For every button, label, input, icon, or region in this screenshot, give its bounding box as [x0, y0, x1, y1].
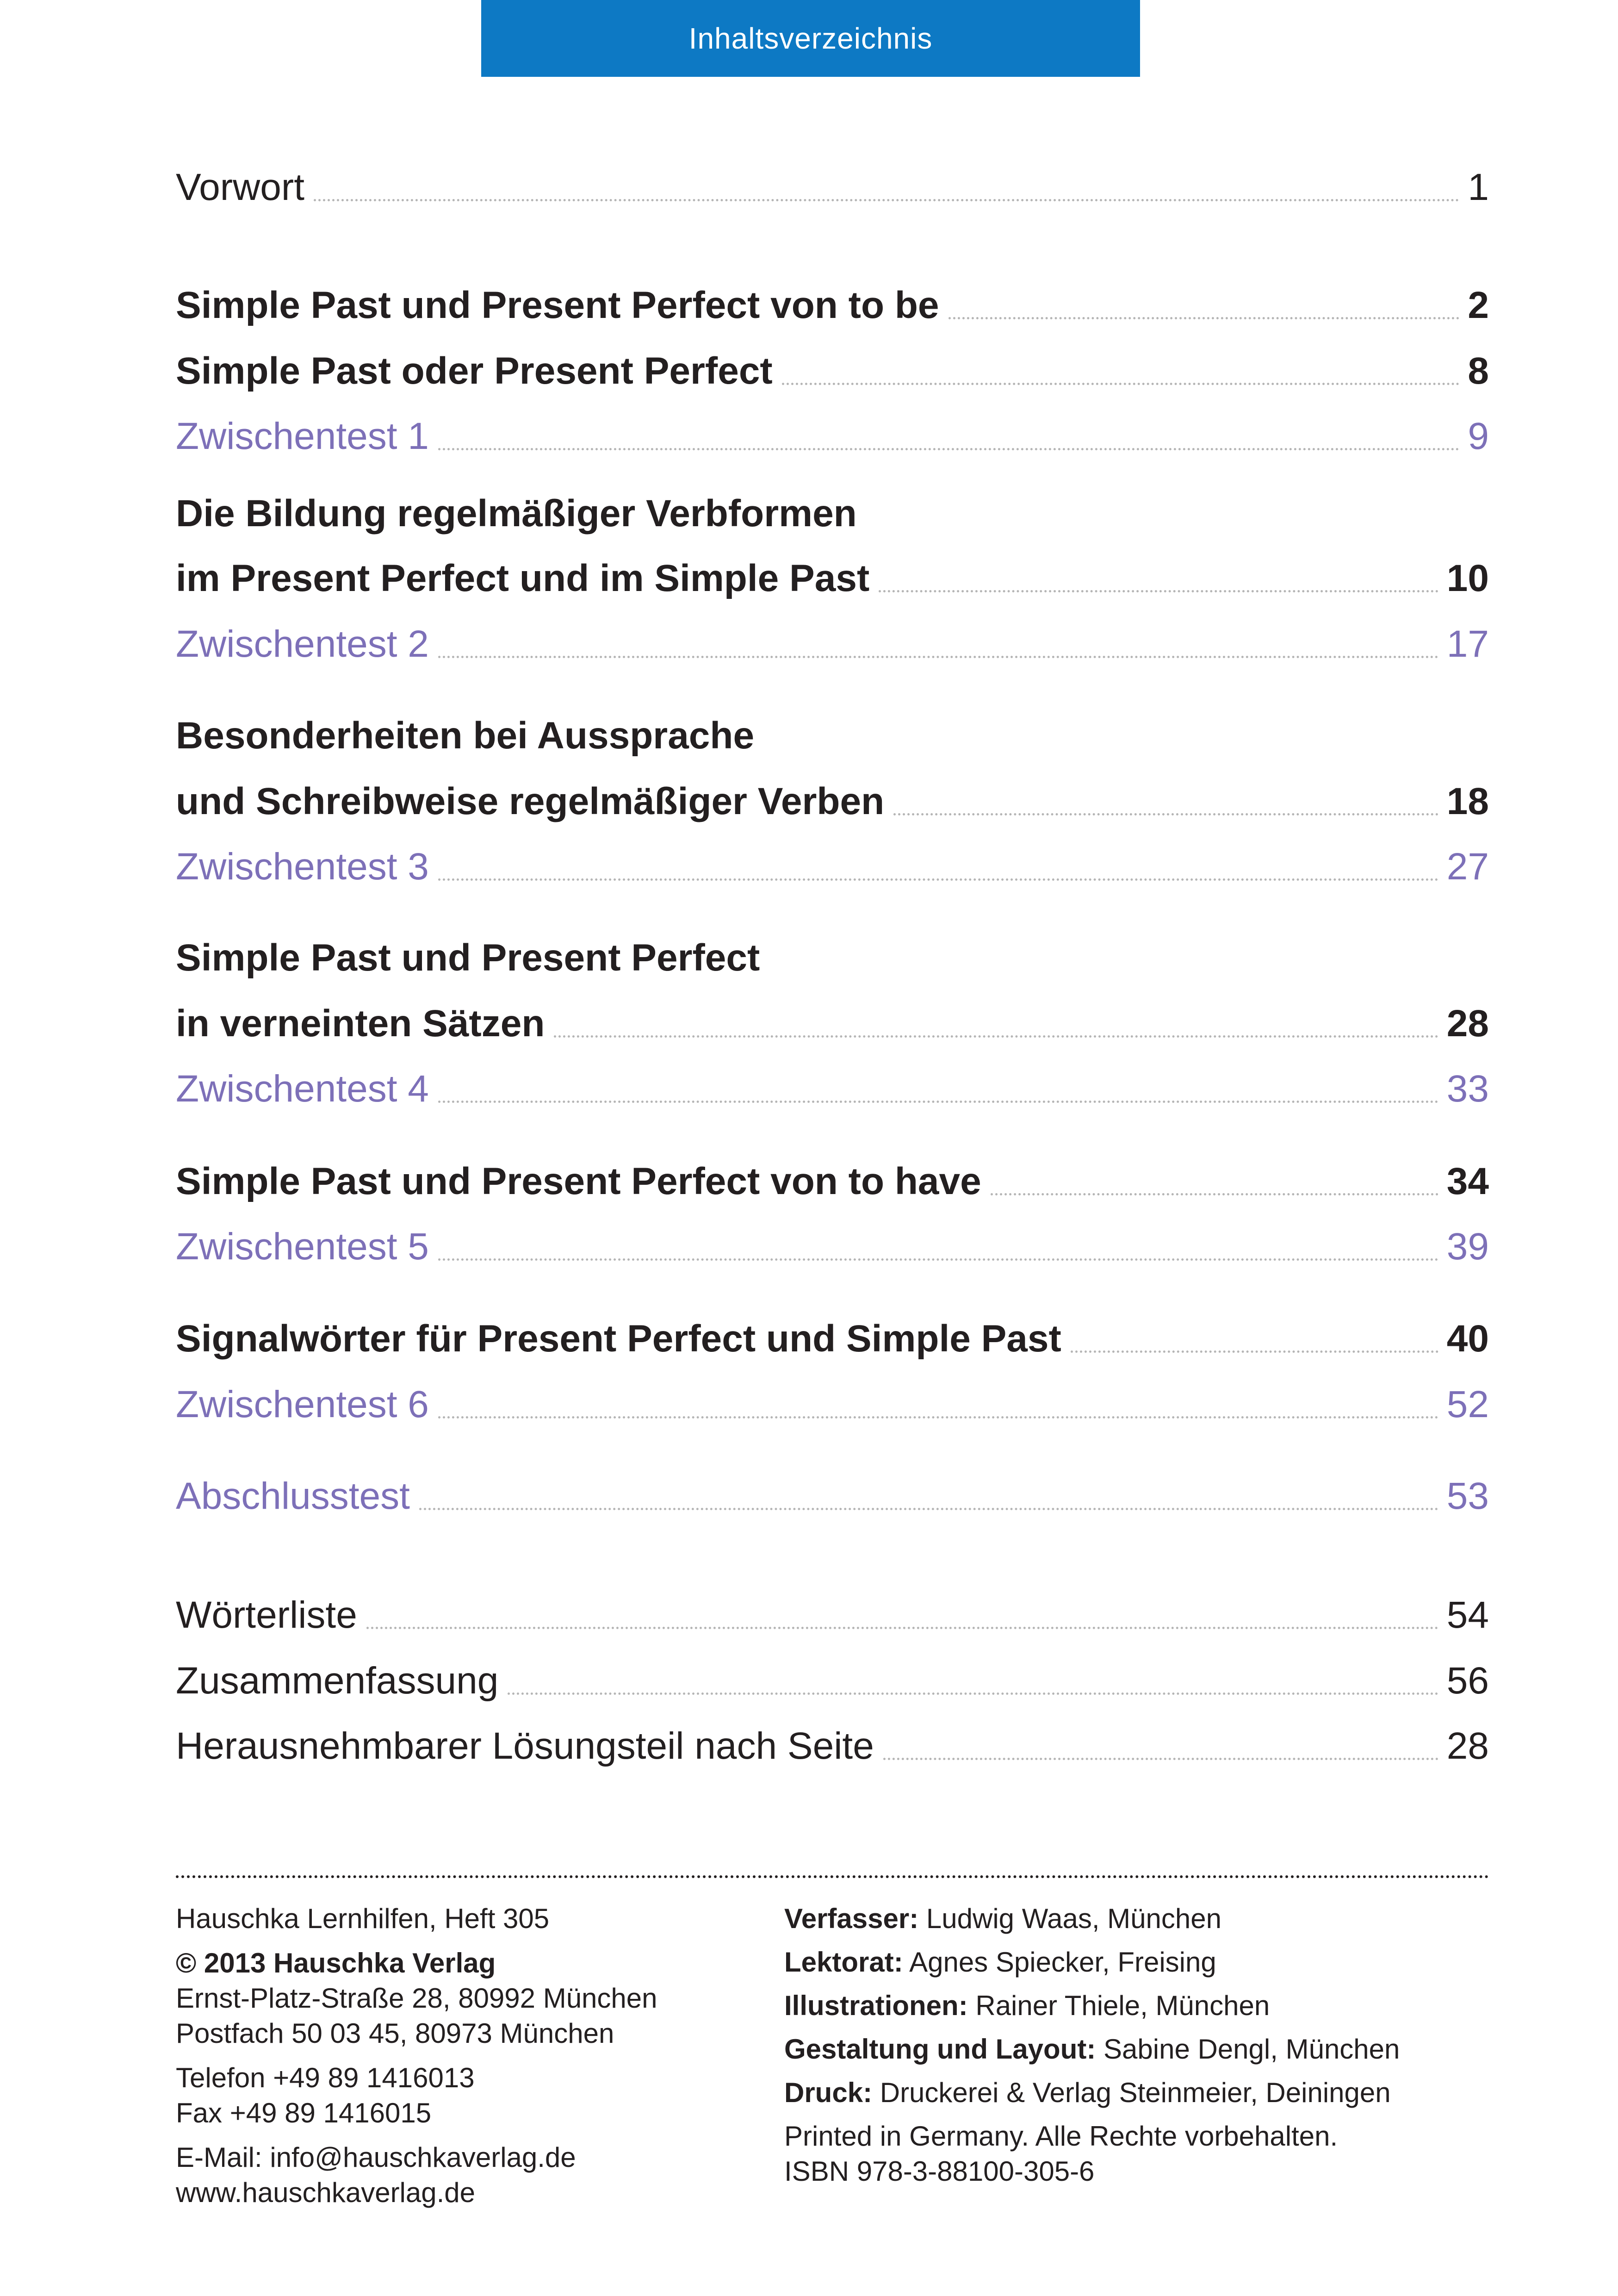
toc-entry-title: Zwischentest 2 — [176, 623, 429, 665]
dot-leader — [554, 1035, 1438, 1038]
toc-entry-page: 33 — [1446, 1068, 1489, 1110]
toc-entry-title: Zusammenfassung — [176, 1660, 499, 1702]
toc-entry-heading — [176, 930, 1489, 986]
toc-entry-page: 18 — [1446, 780, 1489, 822]
toc-entry-heading — [176, 486, 1489, 541]
publisher-info — [176, 1901, 754, 2210]
dot-leader — [782, 382, 1460, 385]
toc-entry-title: Herausnehmbarer Lösungsteil nach Seite — [176, 1725, 874, 1767]
dot-leader — [508, 1692, 1438, 1695]
toc-entry[interactable] — [176, 839, 1489, 895]
editor-line: Lektorat: Agnes Spiecker, Freising — [784, 1947, 1216, 1978]
toc-entry[interactable] — [176, 343, 1489, 399]
dot-leader — [879, 590, 1438, 592]
toc-entry-title: in verneinten Sätzen — [176, 1002, 545, 1045]
dot-leader — [366, 1626, 1438, 1629]
toc-entry-title: Zwischentest 5 — [176, 1226, 429, 1268]
dot-leader — [438, 878, 1438, 881]
toc-entry-page: 40 — [1446, 1318, 1489, 1360]
toc-entry[interactable] — [176, 1653, 1489, 1709]
toc-entry-title: Vorwort — [176, 166, 304, 208]
toc-entry-title: Die Bildung regelmäßiger Verbformen — [176, 492, 857, 535]
toc-entry-title: und Schreibweise regelmäßiger Verben — [176, 780, 885, 822]
copyright-line: © 2013 Hauschka Verlag — [176, 1948, 496, 1979]
toc-entry-page: 2 — [1468, 284, 1489, 326]
fax-line: Fax +49 89 1416015 — [176, 2097, 432, 2128]
toc-entry[interactable] — [176, 1718, 1489, 1774]
toc-entry-page: 9 — [1468, 415, 1489, 457]
toc-entry-page: 52 — [1446, 1383, 1489, 1425]
toc-entry-page: 27 — [1446, 846, 1489, 888]
dot-leader — [438, 655, 1438, 658]
toc-entry-title: im Present Perfect und im Simple Past — [176, 557, 870, 599]
postbox-line: Postfach 50 03 45, 80973 München — [176, 2018, 614, 2049]
toc-entry-page: 39 — [1446, 1226, 1489, 1268]
toc-entry[interactable] — [176, 1061, 1489, 1117]
layout-line: Gestaltung und Layout: Sabine Dengl, München — [784, 2034, 1400, 2065]
toc-entry-title: Simple Past und Present Perfect von to have — [176, 1160, 981, 1202]
illustrations-line: Illustrationen: Rainer Thiele, München — [784, 1990, 1270, 2021]
toc-entry-title: Zwischentest 6 — [176, 1383, 429, 1425]
website-link[interactable]: www.hauschkaverlag.de — [176, 2177, 476, 2208]
phone-line: Telefon +49 89 1416013 — [176, 2062, 475, 2093]
toc-entry[interactable] — [176, 1377, 1489, 1432]
toc-entry[interactable] — [176, 1311, 1489, 1367]
toc-entry[interactable] — [176, 1468, 1489, 1524]
toc-entry-title: Zwischentest 4 — [176, 1068, 429, 1110]
toc-entry[interactable] — [176, 409, 1489, 464]
toc-entry-title: Abschlusstest — [176, 1475, 410, 1517]
toc-entry[interactable] — [176, 1154, 1489, 1209]
toc-entry-page: 28 — [1446, 1002, 1489, 1045]
toc-entry-title: Zwischentest 1 — [176, 415, 429, 457]
author-line: Verfasser: Ludwig Waas, München — [784, 1903, 1222, 1934]
toc-entry-title: Signalwörter für Present Perfect und Simple Past — [176, 1318, 1061, 1360]
toc-entry-page: 53 — [1446, 1475, 1489, 1517]
dot-leader — [438, 1258, 1438, 1261]
dot-leader — [419, 1507, 1438, 1510]
toc-entry-page: 28 — [1446, 1725, 1489, 1767]
toc-entry[interactable] — [176, 160, 1489, 215]
toc-entry-page: 54 — [1446, 1594, 1489, 1636]
credits-info — [784, 1901, 1488, 2189]
dot-leader — [948, 317, 1460, 319]
toc-entry-title: Zwischentest 3 — [176, 846, 429, 888]
toc-entry[interactable] — [176, 551, 1489, 606]
email-line[interactable]: E-Mail: info@hauschkaverlag.de — [176, 2142, 576, 2173]
toc-entry-heading — [176, 708, 1489, 764]
address-line: Ernst-Platz-Straße 28, 80992 München — [176, 1983, 657, 2014]
toc-entry-page: 34 — [1446, 1160, 1489, 1202]
dot-leader — [438, 1416, 1438, 1419]
rights-line: Printed in Germany. Alle Rechte vorbehalten. — [784, 2121, 1338, 2152]
toc-entry[interactable] — [176, 1587, 1489, 1643]
header-title: Inhaltsverzeichnis — [688, 22, 933, 55]
toc-entry-title: Besonderheiten bei Aussprache — [176, 715, 755, 757]
dot-leader — [438, 448, 1459, 450]
footer-divider — [176, 1875, 1489, 1878]
dot-leader — [883, 1757, 1438, 1760]
toc-entry-page: 8 — [1468, 350, 1489, 392]
toc-entry-page: 10 — [1446, 557, 1489, 599]
toc-entry[interactable] — [176, 278, 1489, 333]
dot-leader — [438, 1100, 1438, 1103]
toc-entry[interactable] — [176, 774, 1489, 829]
toc-entry[interactable] — [176, 996, 1489, 1052]
toc-entry-page: 17 — [1446, 623, 1489, 665]
header-tab — [481, 0, 1140, 77]
toc-entry[interactable] — [176, 1219, 1489, 1275]
series-line: Hauschka Lernhilfen, Heft 305 — [176, 1903, 550, 1934]
dot-leader — [1071, 1350, 1438, 1353]
dot-leader — [991, 1193, 1438, 1195]
print-line: Druck: Druckerei & Verlag Steinmeier, Deiningen — [784, 2077, 1391, 2108]
toc-entry-title: Wörterliste — [176, 1594, 357, 1636]
toc-entry-title: Simple Past oder Present Perfect — [176, 350, 773, 392]
toc-entry-page: 56 — [1446, 1660, 1489, 1702]
dot-leader — [893, 813, 1438, 815]
dot-leader — [314, 199, 1459, 201]
toc-entry-title: Simple Past und Present Perfect von to be — [176, 284, 939, 326]
toc-entry-page: 1 — [1468, 166, 1489, 208]
isbn-line: ISBN 978-3-88100-305-6 — [784, 2156, 1095, 2187]
toc-entry[interactable] — [176, 616, 1489, 672]
toc-entry-title: Simple Past und Present Perfect — [176, 937, 760, 979]
